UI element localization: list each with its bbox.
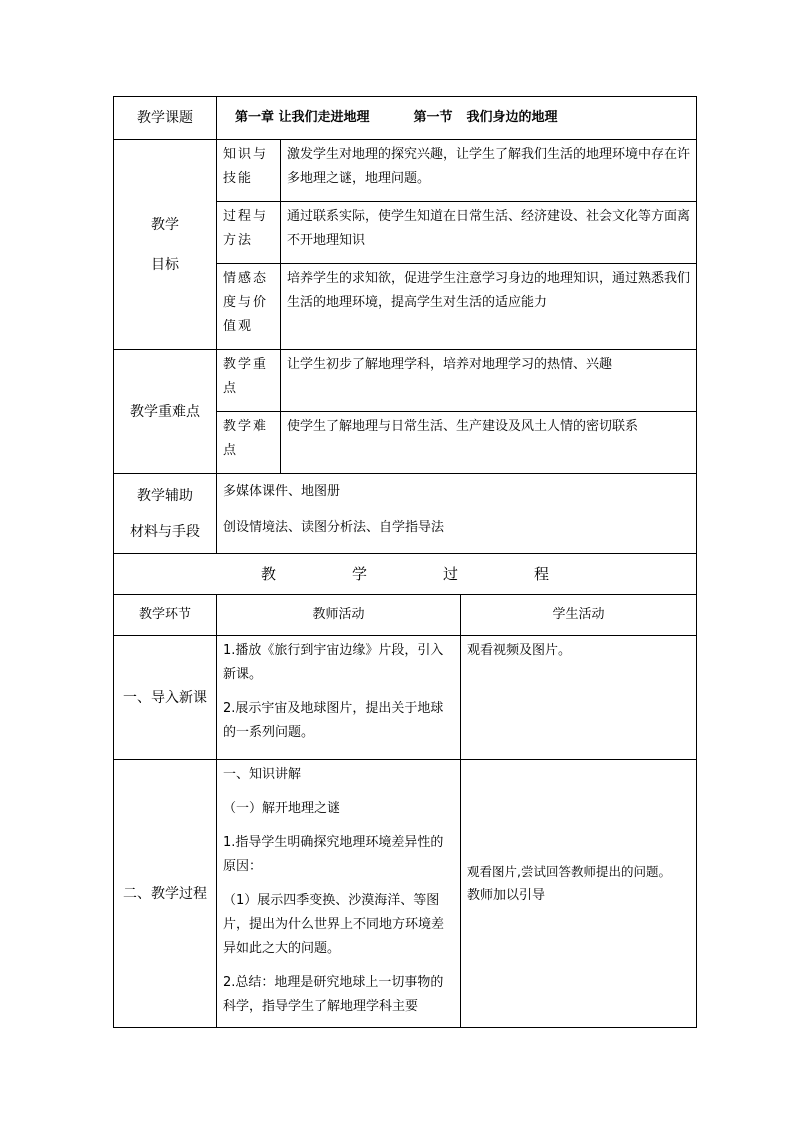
- aids-label: 教学辅助 材料与手段: [114, 474, 217, 554]
- col-header-teacher: 教师活动: [217, 595, 461, 636]
- teacher-activity: [217, 636, 461, 760]
- aids-materials: 多媒体课件、地图册: [223, 484, 341, 499]
- objectives-label: 教学 目标: [114, 140, 217, 350]
- key-point-text: 使学生了解地理与日常生活、生产建设及风土人情的密切联系: [281, 412, 697, 474]
- lesson-plan-table: [113, 96, 697, 1028]
- column-header-row: [114, 595, 697, 636]
- key-point-sub-label: 教学重点: [217, 350, 281, 412]
- teacher-step: 1.指导学生明确探究地理环境差异性的原因：: [223, 835, 444, 874]
- teacher-activity: [217, 760, 461, 1028]
- chapter-title: 第一章 让我们走进地理: [235, 110, 370, 125]
- section-number: 第一节: [413, 110, 453, 125]
- teacher-step: 2.总结：地理是研究地球上一切事物的科学，指导学生了解地理学科主要: [223, 975, 444, 1014]
- stage-row: [114, 760, 697, 1028]
- key-point-sub-label: 教学难点: [217, 412, 281, 474]
- objective-sub-label: 过程与方法: [217, 202, 281, 264]
- objective-sub-label: 知识与技能: [217, 140, 281, 202]
- key-point-text: 让学生初步了解地理学科，培养对地理学习的热情、兴趣: [281, 350, 697, 412]
- teacher-step: （一）解开地理之谜: [223, 801, 341, 816]
- key-point-row: [114, 350, 697, 412]
- objective-text: 激发学生对地理的探究兴趣，让学生了解我们生活的地理环境中存在许多地理之谜，地理问题。: [281, 140, 697, 202]
- teacher-step: 2.展示宇宙及地球图片，提出关于地球的一系列问题。: [223, 701, 444, 740]
- topic-label: 教学课题: [114, 97, 217, 140]
- col-header-stage: 教学环节: [114, 595, 217, 636]
- stage-name: 一、导入新课: [114, 636, 217, 760]
- title-row: [114, 97, 697, 140]
- process-banner: 教 学 过 程: [114, 554, 697, 595]
- stage-name: 二、教学过程: [114, 760, 217, 1028]
- teacher-step: 1.播放《旅行到宇宙边缘》片段，引入新课。: [223, 643, 444, 682]
- objective-sub-label: 情感态度与价值观: [217, 264, 281, 350]
- teacher-step: （1）展示四季变换、沙漠海洋、等图片，提出为什么世界上不同地方环境差异如此之大的问题。: [223, 893, 445, 956]
- section-title: 我们身边的地理: [466, 110, 558, 125]
- key-points-label: 教学重难点: [114, 350, 217, 474]
- stage-row: [114, 636, 697, 760]
- aids-content: [217, 474, 697, 554]
- objective-text: 培养学生的求知欲，促进学生注意学习身边的地理知识，通过熟悉我们生活的地理环境，提高学生对生活的适应能力: [281, 264, 697, 350]
- objective-text: 通过联系实际，使学生知道在日常生活、经济建设、社会文化等方面离不开地理知识: [281, 202, 697, 264]
- aids-methods: 创设情境法、读图分析法、自学指导法: [223, 520, 445, 535]
- lesson-title: [217, 97, 697, 140]
- objective-row: [114, 140, 697, 202]
- process-banner-row: [114, 554, 697, 595]
- teacher-step: 一、知识讲解: [223, 767, 302, 782]
- student-activity: 观看图片,尝试回答教师提出的问题。 教师加以引导: [461, 760, 697, 1028]
- col-header-student: 学生活动: [461, 595, 697, 636]
- student-activity: 观看视频及图片。: [461, 636, 697, 760]
- aids-row: [114, 474, 697, 554]
